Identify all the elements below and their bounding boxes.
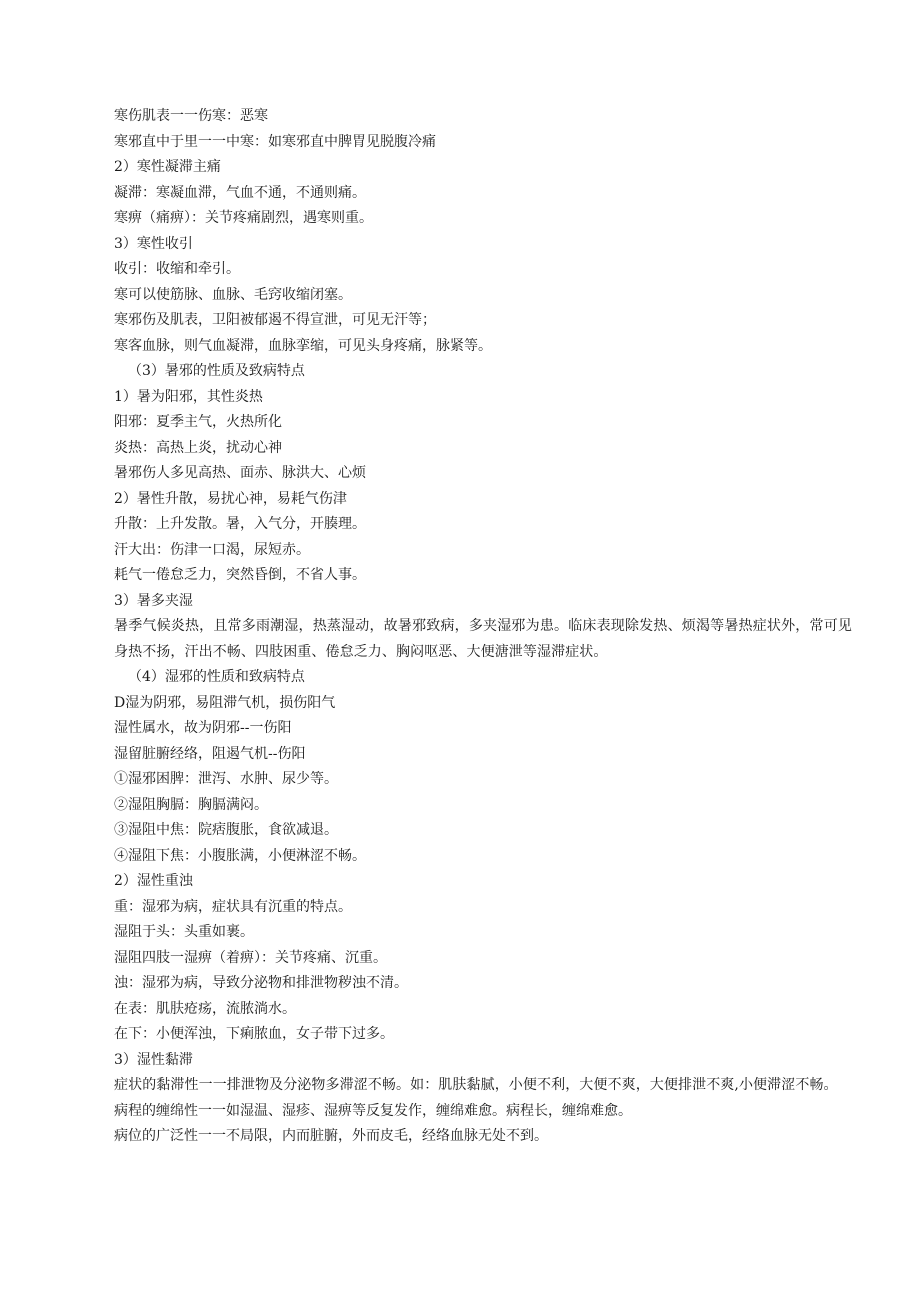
text-line: 湿留脏腑经络，阻遏气机--伤阳	[114, 745, 306, 762]
text-line: 寒可以使筋脉、血脉、毛窍收缩闭塞。	[114, 286, 352, 303]
text-line: 升散：上升发散。暑，入气分，开腠理。	[114, 516, 366, 532]
text-line: 汗大出：伤津一口渴，尿短赤。	[114, 541, 310, 558]
section-title: （3）暑邪的性质及致病特点	[128, 363, 305, 379]
text-line: 寒伤肌表一一伤寒：恶寒	[114, 108, 268, 124]
text-line: 阳邪：夏季主气，火热所化	[114, 414, 282, 430]
paragraph: 暑季气候炎热，且常多雨潮湿，热蒸湿动，故暑邪致病，多夹湿邪为患。临床表现除发热、烦渴等暑热症状外，常可见身热不扬，汗出不畅、四肢困重、倦怠乏力、胸闷呕恶、大便溏泄等湿滞症状。	[114, 618, 852, 660]
section-heading: 2）湿性重浊	[114, 873, 193, 889]
text-line: 病位的广泛性一一不局限，内而脏腑，外而皮毛，经络血脉无处不到。	[114, 1128, 548, 1144]
list-item: ④湿阻下焦：小腹胀满，小便淋涩不畅。	[114, 847, 366, 864]
text-line: 在下：小便浑浊，下痢脓血，女子带下过多。	[114, 1026, 394, 1042]
list-item: ③湿阻中焦：院痞腹胀，食欲减退。	[114, 822, 338, 838]
text-line: 收引：收缩和牵引。	[114, 261, 240, 277]
text-line: 寒客血脉，则气血凝滞，血脉挛缩，可见头身疼痛，脉紧等。	[114, 337, 492, 354]
section-heading: 2）寒性凝滞主痛	[114, 159, 221, 175]
text-line: 凝滞：寒凝血滞，气血不通，不通则痛。	[114, 184, 366, 201]
list-item: ①湿邪困脾：泄泻、水肿、尿少等。	[114, 771, 338, 787]
section-title: （4）湿邪的性质和致病特点	[128, 669, 305, 685]
section-heading: 3）寒性收引	[114, 235, 193, 252]
text-line: 炎热：高热上炎，扰动心神	[114, 439, 282, 456]
text-line: 湿阻于头：头重如裹。	[114, 924, 254, 940]
text-line: 耗气一倦怠乏力，突然昏倒，不省人事。	[114, 567, 366, 583]
text-line: 在表：肌肤疮疡，流脓淌水。	[114, 1000, 296, 1017]
document-body	[114, 108, 854, 1154]
text-line: 湿性属水，故为阴邪--一伤阳	[114, 720, 292, 736]
text-line: 寒痹（痛痹）：关节疼痛剧烈，遇寒则重。	[114, 210, 373, 226]
text-line: 浊：湿邪为病，导致分泌物和排泄物秽浊不清。	[114, 975, 408, 991]
text-line: 寒邪伤及肌表，卫阳被郁遏不得宣泄，可见无汗等；	[114, 312, 436, 328]
text-line: 湿阻四肢一湿痹（着痹）：关节疼痛、沉重。	[114, 949, 387, 966]
text-line: 重：湿邪为病，症状具有沉重的特点。	[114, 898, 352, 915]
section-heading: D湿为阴邪，易阻滞气机，损伤阳气	[114, 694, 336, 711]
section-heading: 1）暑为阳邪，其性炎热	[114, 388, 263, 405]
section-heading: 3）暑多夹湿	[114, 592, 193, 609]
text-line: 暑邪伤人多见高热、面赤、脉洪大、心烦	[114, 465, 366, 481]
list-item: ②湿阻胸膈：胸膈满闷。	[114, 796, 268, 813]
section-heading: 3）湿性黏滞	[114, 1051, 193, 1068]
paragraph: 症状的黏滞性一一排泄物及分泌物多滞涩不畅。如：肌肤黏腻，小便不利，大便不爽，大便排泄不爽,小便滞涩不畅。	[114, 1077, 838, 1093]
section-heading: 2）暑性升散，易扰心神，易耗气伤津	[114, 490, 347, 507]
text-line: 病程的缠绵性一一如湿温、湿疹、湿痹等反复发作，缠绵难愈。病程长，缠绵难愈。	[114, 1102, 632, 1119]
text-line: 寒邪直中于里一一中寒：如寒邪直中脾胃见脱腹冷痛	[114, 133, 436, 150]
